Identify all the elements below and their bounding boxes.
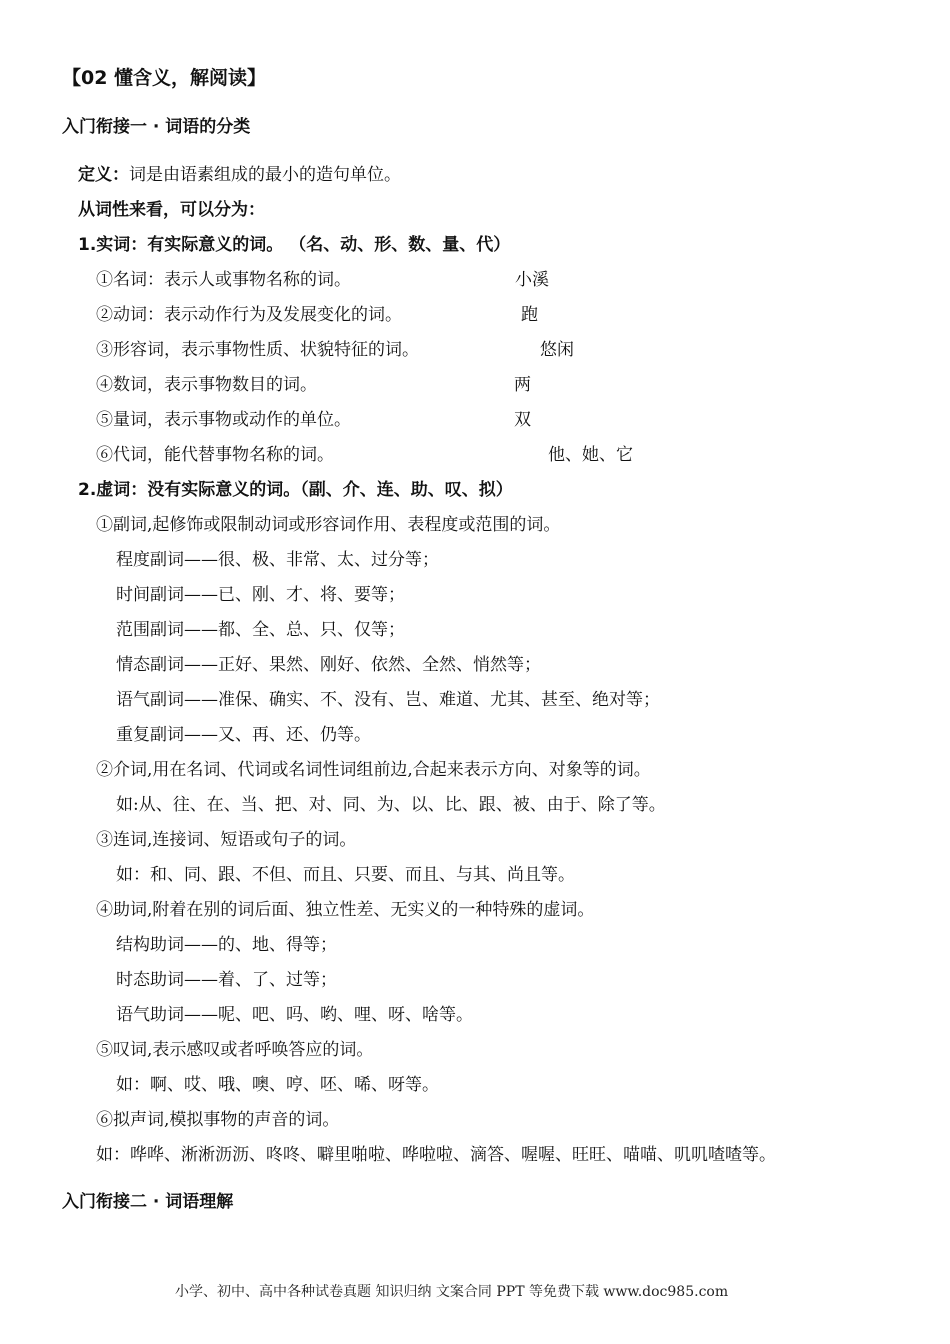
adverb-type: 程度副词——很、极、非常、太、过分等； (116, 550, 439, 570)
conjunction-example: 如：和、同、跟、不但、而且、只要、而且、与其、尚且等。 (116, 865, 575, 885)
adverb-type: 情态副词——正好、果然、刚好、依然、全然、悄然等； (116, 655, 541, 675)
content-word-item: ⑤量词，表示事物或动作的单位。 (96, 410, 351, 430)
onomatopoeia-definition: ⑥拟声词,模拟事物的声音的词。 (96, 1110, 340, 1130)
auxiliary-type: 时态助词——着、了、过等； (116, 970, 337, 990)
adverb-definition: ①副词,起修饰或限制动词或形容词作用、表程度或范围的词。 (96, 515, 561, 535)
content-word-example: 两 (514, 375, 531, 395)
auxiliary-definition: ④助词,附着在别的词后面、独立性差、无实义的一种特殊的虚词。 (96, 900, 595, 920)
adverb-type: 范围副词——都、全、总、只、仅等； (116, 620, 405, 640)
content-word-example: 跑 (521, 305, 538, 325)
content-word-item: ⑥代词，能代替事物名称的词。 (96, 445, 334, 465)
preposition-example: 如:从、往、在、当、把、对、同、为、以、比、跟、被、由于、除了等。 (116, 795, 666, 815)
preposition-definition: ②介词,用在名词、代词或名词性词组前边,合起来表示方向、对象等的词。 (96, 760, 651, 780)
content-word-item: ④数词，表示事物数目的词。 (96, 375, 317, 395)
page-title: 【02 懂含义，解阅读】 (62, 67, 267, 89)
adverb-type: 重复副词——又、再、还、仍等。 (116, 725, 371, 745)
section-heading-understanding: 入门衔接二 · 词语理解 (62, 1192, 234, 1212)
section-heading-classification: 入门衔接一 · 词语的分类 (62, 117, 251, 137)
content-word-example: 双 (514, 410, 531, 430)
interjection-example: 如：啊、哎、哦、噢、哼、呸、唏、呀等。 (116, 1075, 439, 1095)
page-footer: 小学、初中、高中各种试卷真题 知识归纳 文案合同 PPT 等免费下载 www.doc985.com (175, 1284, 729, 1300)
content-word-item: ①名词：表示人或事物名称的词。 (96, 270, 351, 290)
content-word-item: ②动词：表示动作行为及发展变化的词。 (96, 305, 402, 325)
definition-label: 定义： (78, 165, 129, 185)
adverb-type: 语气副词——准保、确实、不、没有、岂、难道、尤其、甚至、绝对等； (116, 690, 660, 710)
content-words-heading: 1.实词：有实际意义的词。 （名、动、形、数、量、代） (78, 235, 511, 255)
adverb-type: 时间副词——已、刚、才、将、要等； (116, 585, 405, 605)
part-of-speech-intro: 从词性来看，可以分为： (78, 200, 265, 220)
function-words-heading: 2.虚词：没有实际意义的词。（副、介、连、助、叹、拟） (78, 480, 513, 500)
interjection-definition: ⑤叹词,表示感叹或者呼唤答应的词。 (96, 1040, 374, 1060)
auxiliary-type: 结构助词——的、地、得等； (116, 935, 337, 955)
content-word-example: 他、她、它 (548, 445, 633, 465)
content-word-example: 小溪 (515, 270, 549, 290)
definition-text: 词是由语素组成的最小的造句单位。 (129, 165, 401, 185)
definition-line (78, 164, 401, 186)
onomatopoeia-example: 如：哗哗、淅淅沥沥、咚咚、噼里啪啦、哗啦啦、滴答、喔喔、旺旺、喵喵、叽叽喳喳等。 (96, 1145, 776, 1165)
conjunction-definition: ③连词,连接词、短语或句子的词。 (96, 830, 357, 850)
content-word-example: 悠闲 (540, 340, 574, 360)
content-word-item: ③形容词，表示事物性质、状貌特征的词。 (96, 340, 419, 360)
auxiliary-type: 语气助词——呢、吧、吗、哟、哩、呀、啥等。 (116, 1005, 473, 1025)
